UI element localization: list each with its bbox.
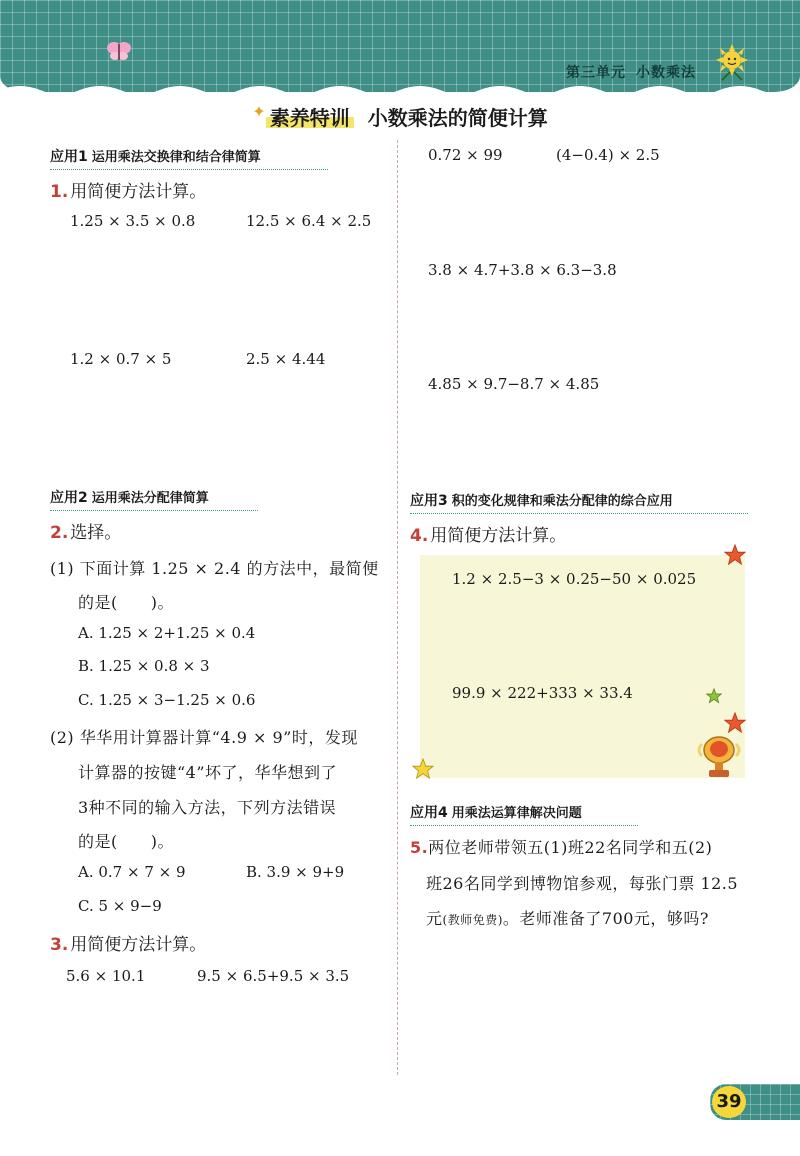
question-2-1-line: 的是( )。 xyxy=(78,593,174,612)
expression: 99.9 × 222+333 × 33.4 xyxy=(452,684,633,702)
section-text: 积的变化规律和乘法分配律的综合应用 xyxy=(451,494,673,509)
choice-option: B. 1.25 × 0.8 × 3 xyxy=(78,657,210,675)
page-number: 39 xyxy=(712,1086,746,1118)
star-icon xyxy=(412,758,434,780)
question-number: 4. xyxy=(410,526,429,546)
question-text: 。老师准备了700元，够吗? xyxy=(502,909,710,928)
question-4-heading xyxy=(410,521,566,546)
section-text: 运用乘法交换律和结合律简算 xyxy=(91,150,261,165)
section-heading-1 xyxy=(50,146,328,170)
expression: 0.72 × 99 xyxy=(428,146,503,164)
choice-option: A. 1.25 × 2+1.25 × 0.4 xyxy=(78,624,256,642)
choice-option: B. 3.9 × 9+9 xyxy=(246,863,345,881)
question-5-line: 班26名同学到博物馆参观，每张门票 12.5 xyxy=(426,874,739,893)
question-3-heading xyxy=(50,930,206,955)
question-note: (教师免费) xyxy=(442,913,503,927)
question-2-2-line: (2) 华华用计算器计算“4.9 × 9”时，发现 xyxy=(50,728,358,747)
question-text: 选择。 xyxy=(70,523,122,543)
expression: 1.25 × 3.5 × 0.8 xyxy=(70,212,196,230)
question-2-2-line: 计算器的按键“4”坏了，华华想到了 xyxy=(78,763,338,782)
page-title xyxy=(0,102,800,131)
section-heading-3 xyxy=(410,490,748,514)
section-text: 用乘法运算律解决问题 xyxy=(451,806,582,821)
sun-icon xyxy=(712,42,752,82)
butterfly-icon xyxy=(106,40,132,62)
section-tag: 应用4 xyxy=(410,805,448,821)
question-2-1-line: (1) 下面计算 1.25 × 2.4 的方法中，最简便 xyxy=(50,559,379,578)
section-tag: 应用2 xyxy=(50,490,88,506)
expression: 12.5 × 6.4 × 2.5 xyxy=(246,212,372,230)
expression: (4−0.4) × 2.5 xyxy=(556,146,660,164)
trophy-icon xyxy=(694,734,744,780)
expression: 5.6 × 10.1 xyxy=(66,967,146,985)
question-number: 1. xyxy=(50,182,69,202)
choice-option: C. 5 × 9−9 xyxy=(78,897,162,915)
question-number: 5. xyxy=(410,838,429,857)
unit-topic: 小数乘法 xyxy=(636,65,696,81)
question-text: 用简便方法计算。 xyxy=(70,935,207,955)
expression: 2.5 × 4.44 xyxy=(246,350,326,368)
question-5-line xyxy=(426,906,709,929)
question-1-heading xyxy=(50,177,206,202)
expression: 4.85 × 9.7−8.7 × 4.85 xyxy=(428,375,600,393)
expression: 1.2 × 2.5−3 × 0.25−50 × 0.025 xyxy=(452,570,697,588)
title-badge: 素养特训 xyxy=(266,106,354,130)
section-tag: 应用3 xyxy=(410,493,448,509)
unit-label xyxy=(566,62,706,82)
question-text: 用简便方法计算。 xyxy=(70,182,207,202)
star-icon xyxy=(706,688,722,704)
expression: 3.8 × 4.7+3.8 × 6.3−3.8 xyxy=(428,261,617,279)
question-text: 用简便方法计算。 xyxy=(430,526,567,546)
section-tag: 应用1 xyxy=(50,149,88,165)
choice-option: C. 1.25 × 3−1.25 × 0.6 xyxy=(78,691,256,709)
title-text: 小数乘法的简便计算 xyxy=(367,106,548,130)
column-divider xyxy=(397,140,398,1075)
question-text: 两位老师带领五(1)班22名同学和五(2) xyxy=(428,838,713,857)
question-2-2-line: 的是( )。 xyxy=(78,832,174,851)
sparkle-icon: ✦ xyxy=(252,102,266,121)
question-number: 2. xyxy=(50,523,69,543)
choice-option: A. 0.7 × 7 × 9 xyxy=(78,863,186,881)
star-icon xyxy=(724,712,746,734)
expression: 9.5 × 6.5+9.5 × 3.5 xyxy=(197,967,350,985)
unit-name: 第三单元 xyxy=(566,65,626,81)
section-heading-2 xyxy=(50,487,258,511)
question-5-line xyxy=(410,835,712,858)
expression: 1.2 × 0.7 × 5 xyxy=(70,350,172,368)
section-heading-4 xyxy=(410,802,638,826)
question-2-heading xyxy=(50,518,121,543)
question-text: 元 xyxy=(426,909,443,928)
star-icon xyxy=(724,544,746,566)
section-text: 运用乘法分配律简算 xyxy=(91,491,209,506)
question-number: 3. xyxy=(50,935,69,955)
header-wave-edge xyxy=(0,80,800,100)
question-2-2-line: 3种不同的输入方法，下列方法错误 xyxy=(78,798,337,817)
